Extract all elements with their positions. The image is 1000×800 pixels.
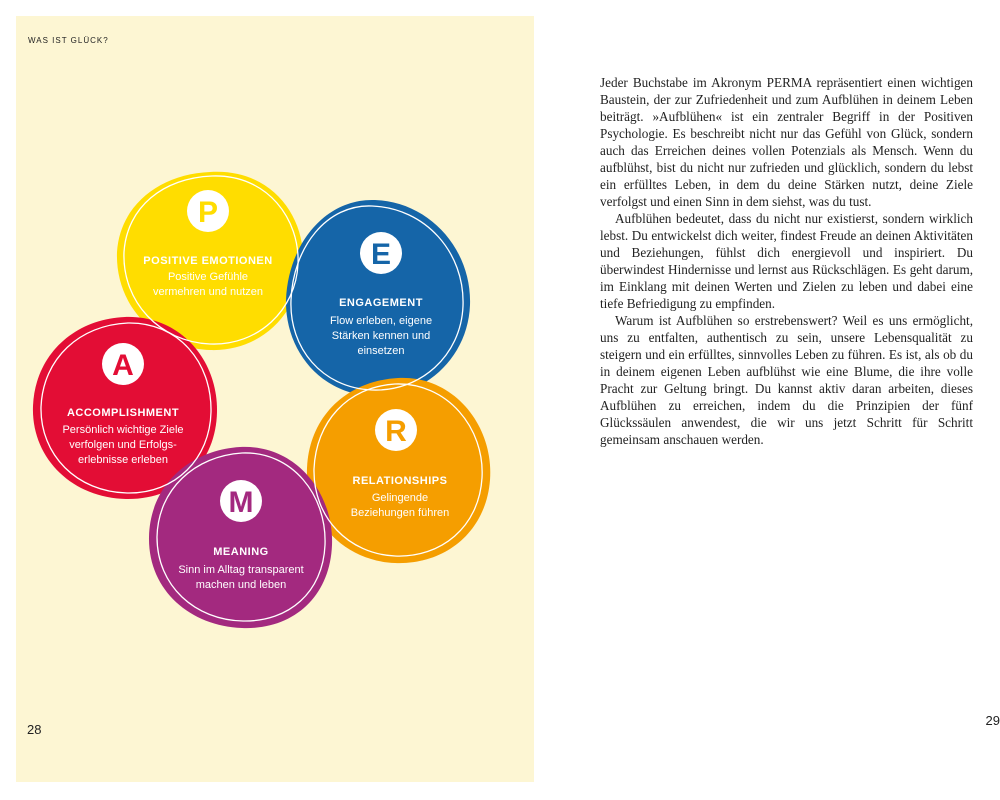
desc-e-line2: Stärken kennen und [331,330,431,342]
letter-e: E [370,238,392,271]
desc-r-line2: Beziehungen führen [350,507,450,519]
paragraph: Jeder Buchstabe im Akronym PERMA repräsentiert einen wichtigen Baustein, der zur Zufriedenheit und zum Aufblühen in deinem Leben beiträgt. »Aufblühen« ist ein zentraler Begriff in der Positiven Psychologie. Es beschreibt nicht nur das Gefühl von Glück, sondern auch das Erreichen deines vollen Potenzials als Mensch. Wenn du aufblühst, bist du nicht nur zufrieden und glücklich, sondern du lebst ein erfülltes Leben, in dem du deine Stärken nutzt, deine Ziele verfolgst und einen Sinn in dem siehst, was du tust. [600,75,973,209]
letter-r: R [385,415,407,448]
letter-m: M [228,486,254,519]
desc-a-line3: erlebnisse erleben [78,454,168,466]
desc-p-line1: Positive Gefühle [167,271,249,283]
page-number-right: 29 [985,713,1000,728]
title-meaning: MEANING [213,546,269,558]
title-accomplishment: ACCOMPLISHMENT [66,407,180,419]
right-page-content [537,16,1000,782]
desc-m-line1: Sinn im Alltag transparent [178,564,304,576]
running-head: WAS IST GLÜCK? [28,36,109,45]
desc-a-line1: Persönlich wichtige Ziele [62,424,184,436]
page-number-left: 28 [27,722,42,737]
letter-a: A [112,349,134,382]
desc-m-line2: machen und leben [195,579,287,591]
title-engagement: ENGAGEMENT [339,297,423,309]
desc-e-line1: Flow erleben, eigene [329,315,433,327]
desc-p-line2: vermehren und nutzen [152,286,264,298]
desc-a-line2: verfolgen und Erfolgs- [69,439,177,451]
blob-meaning [149,447,332,628]
paragraph: Warum ist Aufblühen so erstrebenswert? Weil es uns ermöglicht, uns zu entfalten, authentisch zu sein, unsere Lebensqualität zu steigern und ein erfülltes, sinnvolles Leben zu führen. Es ist, als ob du in deinem eigenen Leben aufblühst wie eine Blume, die ihre volle Pracht zur Geltung bringt. Du kannst aktiv daran arbeiten, dieses Aufblühen zu erreichen, indem du die Prinzipien der fünf Glückssäulen anwendest, die wir uns jetzt Schritt für Schritt gemeinsam anschauen werden. [600,313,973,447]
desc-r-line1: Gelingende [371,492,429,504]
desc-e-line3: einsetzen [357,345,405,357]
title-positive-emotionen: POSITIVE EMOTIONEN [143,255,273,267]
title-relationships: RELATIONSHIPS [352,475,448,487]
body-text [600,74,973,448]
letter-p: P [197,196,219,229]
paragraph: Aufblühen bedeutet, dass du nicht nur existierst, sondern wirklich lebst. Du entwickelst dich weiter, findest Freude an deinen Aktivitäten und Beziehungen, fühlst dich energievoll und inspiriert. Du überwindest Hindernisse und lernst aus Rückschlägen. Es geht darum, im Einklang mit deinen Werten und Zielen zu leben und dabei eine tiefe Befriedigung zu empfinden. [600,211,973,311]
blob-relationships [307,378,490,563]
